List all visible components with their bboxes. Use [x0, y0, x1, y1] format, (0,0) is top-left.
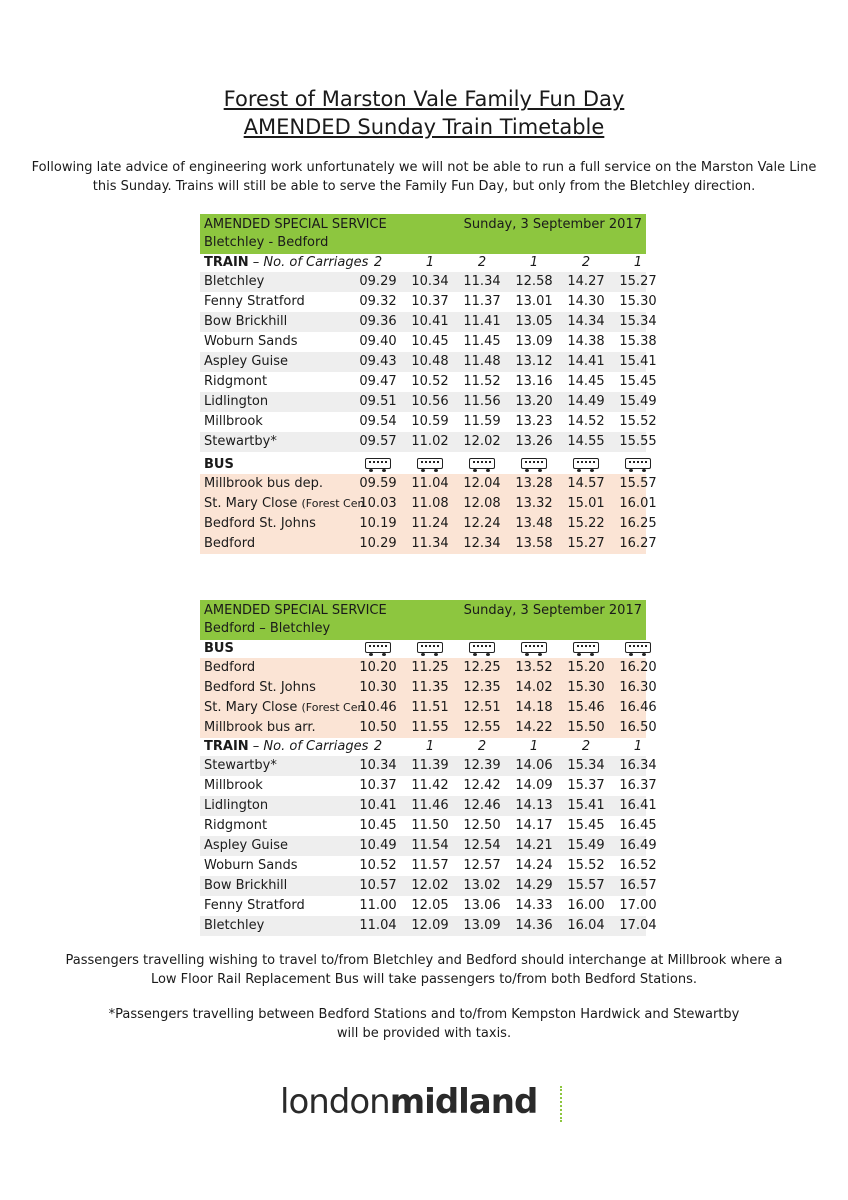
- departure-time: 15.55: [619, 434, 657, 449]
- departure-time: 14.36: [515, 918, 553, 933]
- table-row: [200, 836, 657, 856]
- departure-time: 11.00: [359, 898, 397, 913]
- table-row: [200, 272, 657, 292]
- departure-time: 11.45: [463, 334, 501, 349]
- departure-time: 14.52: [567, 414, 605, 429]
- departure-time: 11.34: [463, 274, 501, 289]
- bus-time: 15.57: [619, 476, 657, 491]
- carriage-count: 1: [425, 255, 435, 270]
- note-line: will be provided with taxis.: [336, 1026, 512, 1041]
- bus-section-header: [200, 456, 646, 474]
- stop-name: [204, 474, 323, 494]
- departure-time: 09.51: [359, 394, 397, 409]
- departure-time: 10.56: [411, 394, 449, 409]
- table-row: [200, 372, 657, 392]
- departure-time: 14.41: [567, 354, 605, 369]
- departure-time: 15.34: [567, 758, 605, 773]
- departure-time: 14.06: [515, 758, 553, 773]
- bus-time: 16.30: [619, 680, 657, 695]
- bus-time: 16.01: [619, 496, 657, 511]
- bus-time: 13.32: [515, 496, 553, 511]
- departure-time: 14.21: [515, 838, 553, 853]
- bus-time: 10.29: [359, 536, 397, 551]
- departure-time: 12.50: [463, 818, 501, 833]
- stop-name: [204, 494, 364, 514]
- bus-table-row: [200, 678, 657, 698]
- taxi-note: [20, 1005, 828, 1043]
- carriage-count: 2: [373, 255, 383, 270]
- stop-name: [204, 514, 316, 534]
- departure-time: 14.29: [515, 878, 553, 893]
- table-row: [200, 292, 657, 312]
- stop-name: [204, 534, 255, 554]
- bus-time: 12.04: [463, 476, 501, 491]
- departure-time: 11.57: [411, 858, 449, 873]
- bus-time: 15.46: [567, 700, 605, 715]
- departure-time: 16.04: [567, 918, 605, 933]
- departure-time: 14.33: [515, 898, 553, 913]
- departure-time: 09.40: [359, 334, 397, 349]
- bus-icon: [625, 642, 651, 653]
- departure-time: 10.57: [359, 878, 397, 893]
- stop-name: [204, 658, 255, 678]
- station-name: Aspley Guise: [204, 838, 289, 853]
- departure-time: 16.49: [619, 838, 657, 853]
- station-name: Bow Brickhill: [204, 314, 288, 329]
- table-row: [200, 896, 657, 916]
- bus-time: 13.52: [515, 660, 553, 675]
- departure-time: 09.43: [359, 354, 397, 369]
- departure-time: 12.02: [411, 878, 449, 893]
- service-title: AMENDED SPECIAL SERVICE: [204, 603, 387, 618]
- departure-time: 11.37: [463, 294, 501, 309]
- departure-time: 09.36: [359, 314, 397, 329]
- page-subtitle: AMENDED Sunday Train Timetable: [243, 115, 605, 139]
- stop-name-text: Millbrook bus dep.: [204, 476, 323, 491]
- departure-time: 13.06: [463, 898, 501, 913]
- departure-time: 12.58: [515, 274, 553, 289]
- bus-table-row: [200, 718, 657, 738]
- bus-icon: [573, 642, 599, 653]
- departure-time: 16.52: [619, 858, 657, 873]
- departure-time: 11.56: [463, 394, 501, 409]
- bus-time: 13.28: [515, 476, 553, 491]
- station-name: Ridgmont: [204, 374, 268, 389]
- departure-time: 11.46: [411, 798, 449, 813]
- table-row: [200, 916, 657, 936]
- station-name: Woburn Sands: [204, 858, 298, 873]
- departure-time: 14.45: [567, 374, 605, 389]
- bus-icon: [417, 458, 443, 469]
- bus-time: 11.24: [411, 516, 449, 531]
- departure-time: 10.59: [411, 414, 449, 429]
- departure-time: 10.34: [411, 274, 449, 289]
- bus-icon: [417, 642, 443, 653]
- bus-icon: [365, 458, 391, 469]
- bus-time: 11.34: [411, 536, 449, 551]
- departure-time: 16.41: [619, 798, 657, 813]
- departure-time: 13.20: [515, 394, 553, 409]
- train-word: TRAIN: [204, 255, 249, 270]
- carriage-count: 2: [581, 255, 591, 270]
- departure-time: 14.24: [515, 858, 553, 873]
- station-name: Lidlington: [204, 798, 269, 813]
- departure-time: 17.00: [619, 898, 657, 913]
- bus-time: 16.20: [619, 660, 657, 675]
- bus-time: 14.57: [567, 476, 605, 491]
- bus-time: 12.55: [463, 720, 501, 735]
- bus-section-header: [200, 640, 646, 658]
- bus-icon-cell: [352, 640, 404, 658]
- service-header: [200, 214, 646, 254]
- departure-time: 11.04: [359, 918, 397, 933]
- departure-time: 10.37: [359, 778, 397, 793]
- departure-time: 14.30: [567, 294, 605, 309]
- bus-time: 11.51: [411, 700, 449, 715]
- bus-time: 14.22: [515, 720, 553, 735]
- departure-time: 10.34: [359, 758, 397, 773]
- departure-time: 10.37: [411, 294, 449, 309]
- bus-label: [204, 456, 234, 474]
- stop-name-text: Bedford St. Johns: [204, 516, 316, 531]
- bus-time: 10.19: [359, 516, 397, 531]
- bus-time: 15.30: [567, 680, 605, 695]
- page-title: Forest of Marston Vale Family Fun Day: [223, 87, 625, 111]
- departure-time: 14.13: [515, 798, 553, 813]
- carriage-count: 2: [477, 255, 487, 270]
- departure-time: 12.05: [411, 898, 449, 913]
- bus-time: 16.27: [619, 536, 657, 551]
- departure-time: 11.52: [463, 374, 501, 389]
- departure-time: 10.52: [411, 374, 449, 389]
- station-name: Millbrook: [204, 414, 263, 429]
- bus-icon: [469, 458, 495, 469]
- train-label: [204, 254, 368, 272]
- bus-icon: [521, 642, 547, 653]
- departure-time: 11.48: [463, 354, 501, 369]
- route-name: Bedford – Bletchley: [204, 621, 331, 636]
- bus-time: 14.18: [515, 700, 553, 715]
- departure-time: 13.09: [463, 918, 501, 933]
- bus-icon-cell: [508, 640, 560, 658]
- carriage-count: 2: [373, 739, 383, 754]
- stop-note: (Forest Cen: [301, 497, 365, 510]
- departure-time: 11.39: [411, 758, 449, 773]
- bus-time: 11.08: [411, 496, 449, 511]
- stop-name-text: Millbrook bus arr.: [204, 720, 316, 735]
- stop-note: (Forest Cen: [301, 701, 365, 714]
- bus-icon: [365, 642, 391, 653]
- stop-name: [204, 718, 316, 738]
- bus-time: 15.01: [567, 496, 605, 511]
- departure-time: 16.00: [567, 898, 605, 913]
- station-name: Fenny Stratford: [204, 294, 305, 309]
- station-name: Woburn Sands: [204, 334, 298, 349]
- departure-time: 13.02: [463, 878, 501, 893]
- departure-time: 17.04: [619, 918, 657, 933]
- bus-word: BUS: [204, 641, 234, 656]
- carriage-count: 1: [633, 255, 643, 270]
- station-name: Ridgmont: [204, 818, 268, 833]
- departure-time: 15.52: [619, 414, 657, 429]
- table-row: [200, 876, 657, 896]
- departure-time: 09.47: [359, 374, 397, 389]
- departure-time: 10.45: [359, 818, 397, 833]
- bus-time: 14.02: [515, 680, 553, 695]
- departure-time: 13.01: [515, 294, 553, 309]
- service-header: [200, 600, 646, 640]
- station-name: Millbrook: [204, 778, 263, 793]
- bus-time: 12.25: [463, 660, 501, 675]
- bus-time: 11.04: [411, 476, 449, 491]
- departure-time: 12.46: [463, 798, 501, 813]
- carriages-label: No. of Carriages: [263, 739, 369, 754]
- carriages-label: No. of Carriages: [263, 255, 369, 270]
- departure-time: 12.02: [463, 434, 501, 449]
- bus-icon-cell: [352, 456, 404, 474]
- departure-time: 11.59: [463, 414, 501, 429]
- departure-time: 10.41: [359, 798, 397, 813]
- train-section-header: [200, 738, 646, 756]
- carriage-count: 1: [425, 739, 435, 754]
- stop-name-text: St. Mary Close: [204, 496, 302, 511]
- departure-time: 16.34: [619, 758, 657, 773]
- departure-time: 14.49: [567, 394, 605, 409]
- stop-name: [204, 678, 316, 698]
- departure-time: 13.26: [515, 434, 553, 449]
- departure-time: 10.52: [359, 858, 397, 873]
- stop-name-text: St. Mary Close: [204, 700, 302, 715]
- timetable-bedford-bletchley: [200, 600, 657, 936]
- departure-time: 14.17: [515, 818, 553, 833]
- bus-time: 15.20: [567, 660, 605, 675]
- bus-time: 15.22: [567, 516, 605, 531]
- departure-time: 14.09: [515, 778, 553, 793]
- bus-time: 12.08: [463, 496, 501, 511]
- service-title: AMENDED SPECIAL SERVICE: [204, 217, 387, 232]
- station-name: Stewartby*: [204, 758, 277, 773]
- departure-time: 10.48: [411, 354, 449, 369]
- bus-table-row: [200, 474, 657, 494]
- departure-time: 15.41: [619, 354, 657, 369]
- departure-time: 13.09: [515, 334, 553, 349]
- table-row: [200, 412, 657, 432]
- bus-time: 09.59: [359, 476, 397, 491]
- bus-icon: [625, 458, 651, 469]
- note-line: Passengers travelling wishing to travel to/from Bletchley and Bedford should interchange at Millbrook where a: [65, 953, 783, 968]
- bus-time: 10.03: [359, 496, 397, 511]
- departure-time: 13.23: [515, 414, 553, 429]
- bus-time: 12.34: [463, 536, 501, 551]
- bus-table-row: [200, 494, 657, 514]
- departure-time: 11.42: [411, 778, 449, 793]
- table-row: [200, 776, 657, 796]
- logo-dots: [560, 1086, 564, 1122]
- departure-time: 11.54: [411, 838, 449, 853]
- bus-time: 10.30: [359, 680, 397, 695]
- station-name: Lidlington: [204, 394, 269, 409]
- timetable-bletchley-bedford: [200, 214, 657, 554]
- bus-time: 15.27: [567, 536, 605, 551]
- table-row: [200, 352, 657, 372]
- station-name: Bletchley: [204, 274, 265, 289]
- intro-line: Following late advice of engineering work unfortunately we will not be able to run a full service on the Marston Vale Line: [31, 160, 817, 175]
- departure-time: 12.39: [463, 758, 501, 773]
- bus-word: BUS: [204, 457, 234, 472]
- bus-icon-cell: [456, 456, 508, 474]
- departure-time: 16.57: [619, 878, 657, 893]
- departure-time: 13.12: [515, 354, 553, 369]
- carriage-count: 1: [529, 739, 539, 754]
- bus-table-row: [200, 514, 657, 534]
- interchange-note: [20, 951, 828, 989]
- table-row: [200, 392, 657, 412]
- table-row: [200, 332, 657, 352]
- departure-time: 15.49: [619, 394, 657, 409]
- stop-name-text: Bedford: [204, 660, 256, 675]
- departure-time: 13.16: [515, 374, 553, 389]
- bus-icon: [573, 458, 599, 469]
- table-row: [200, 796, 657, 816]
- departure-time: 11.02: [411, 434, 449, 449]
- bus-time: 12.24: [463, 516, 501, 531]
- departure-time: 11.41: [463, 314, 501, 329]
- note-line: *Passengers travelling between Bedford Stations and to/from Kempston Hardwick and Stewartby: [108, 1007, 740, 1022]
- station-name: Stewartby*: [204, 434, 277, 449]
- departure-time: 12.09: [411, 918, 449, 933]
- logo-text-midland: midland: [389, 1082, 538, 1122]
- bus-time: 12.35: [463, 680, 501, 695]
- table-row: [200, 756, 657, 776]
- departure-time: 15.45: [619, 374, 657, 389]
- departure-time: 11.50: [411, 818, 449, 833]
- departure-time: 12.54: [463, 838, 501, 853]
- departure-time: 15.52: [567, 858, 605, 873]
- departure-time: 15.30: [619, 294, 657, 309]
- bus-time: 16.46: [619, 700, 657, 715]
- bus-icon-cell: [404, 456, 456, 474]
- departure-time: 16.45: [619, 818, 657, 833]
- bus-icon-cell: [560, 456, 612, 474]
- intro-line: this Sunday. Trains will still be able to serve the Family Fun Day, but only from the Bletchley direction.: [92, 179, 756, 194]
- intro-text: [20, 158, 828, 196]
- train-section-header: [200, 254, 646, 272]
- station-name: Aspley Guise: [204, 354, 289, 369]
- departure-time: 15.37: [567, 778, 605, 793]
- departure-time: 09.32: [359, 294, 397, 309]
- bus-time: 11.35: [411, 680, 449, 695]
- bus-icon-cell: [612, 640, 664, 658]
- bus-time: 10.50: [359, 720, 397, 735]
- table-row: [200, 816, 657, 836]
- departure-time: 14.34: [567, 314, 605, 329]
- departure-time: 09.54: [359, 414, 397, 429]
- station-name: Fenny Stratford: [204, 898, 305, 913]
- table-row: [200, 312, 657, 332]
- route-name: Bletchley - Bedford: [204, 235, 329, 250]
- departure-time: 14.27: [567, 274, 605, 289]
- bus-icon-cell: [612, 456, 664, 474]
- carriage-count: 1: [633, 739, 643, 754]
- departure-time: 15.41: [567, 798, 605, 813]
- station-name: Bletchley: [204, 918, 265, 933]
- carriage-count: 2: [477, 739, 487, 754]
- bus-time: 11.25: [411, 660, 449, 675]
- train-label: [204, 738, 368, 756]
- departure-time: 10.49: [359, 838, 397, 853]
- bus-time: 16.50: [619, 720, 657, 735]
- service-date: Sunday, 3 September 2017: [463, 217, 642, 232]
- departure-time: 12.42: [463, 778, 501, 793]
- bus-icon: [521, 458, 547, 469]
- stop-name-text: Bedford: [204, 536, 256, 551]
- bus-time: 12.51: [463, 700, 501, 715]
- departure-time: 09.29: [359, 274, 397, 289]
- bus-icon-cell: [560, 640, 612, 658]
- bus-time: 13.58: [515, 536, 553, 551]
- departure-time: 10.45: [411, 334, 449, 349]
- bus-time: 10.20: [359, 660, 397, 675]
- bus-label: [204, 640, 234, 658]
- bus-time: 10.46: [359, 700, 397, 715]
- bus-icon-cell: [404, 640, 456, 658]
- bus-table-row: [200, 658, 657, 678]
- departure-time: 15.57: [567, 878, 605, 893]
- note-line: Low Floor Rail Replacement Bus will take passengers to/from both Bedford Stations.: [150, 972, 698, 987]
- service-date: Sunday, 3 September 2017: [463, 603, 642, 618]
- departure-time: 09.57: [359, 434, 397, 449]
- london-midland-logo: [280, 1082, 537, 1122]
- departure-time: 15.34: [619, 314, 657, 329]
- bus-icon-cell: [456, 640, 508, 658]
- logo-text-london: london: [280, 1082, 390, 1122]
- departure-time: 15.45: [567, 818, 605, 833]
- table-row: [200, 432, 657, 452]
- stop-name: [204, 698, 364, 718]
- bus-time: 16.25: [619, 516, 657, 531]
- bus-icon-cell: [508, 456, 560, 474]
- departure-time: 15.38: [619, 334, 657, 349]
- departure-time: 16.37: [619, 778, 657, 793]
- train-word: TRAIN: [204, 739, 249, 754]
- bus-table-row: [200, 534, 657, 554]
- carriage-count: 2: [581, 739, 591, 754]
- table-row: [200, 856, 657, 876]
- bus-icon: [469, 642, 495, 653]
- bus-time: 11.55: [411, 720, 449, 735]
- carriage-count: 1: [529, 255, 539, 270]
- departure-time: 14.55: [567, 434, 605, 449]
- departure-time: 12.57: [463, 858, 501, 873]
- bus-time: 13.48: [515, 516, 553, 531]
- departure-time: 15.49: [567, 838, 605, 853]
- separator: –: [248, 739, 264, 754]
- bus-time: 15.50: [567, 720, 605, 735]
- departure-time: 14.38: [567, 334, 605, 349]
- bus-table-row: [200, 698, 657, 718]
- stop-name-text: Bedford St. Johns: [204, 680, 316, 695]
- departure-time: 10.41: [411, 314, 449, 329]
- departure-time: 13.05: [515, 314, 553, 329]
- separator: –: [248, 255, 264, 270]
- departure-time: 15.27: [619, 274, 657, 289]
- station-name: Bow Brickhill: [204, 878, 288, 893]
